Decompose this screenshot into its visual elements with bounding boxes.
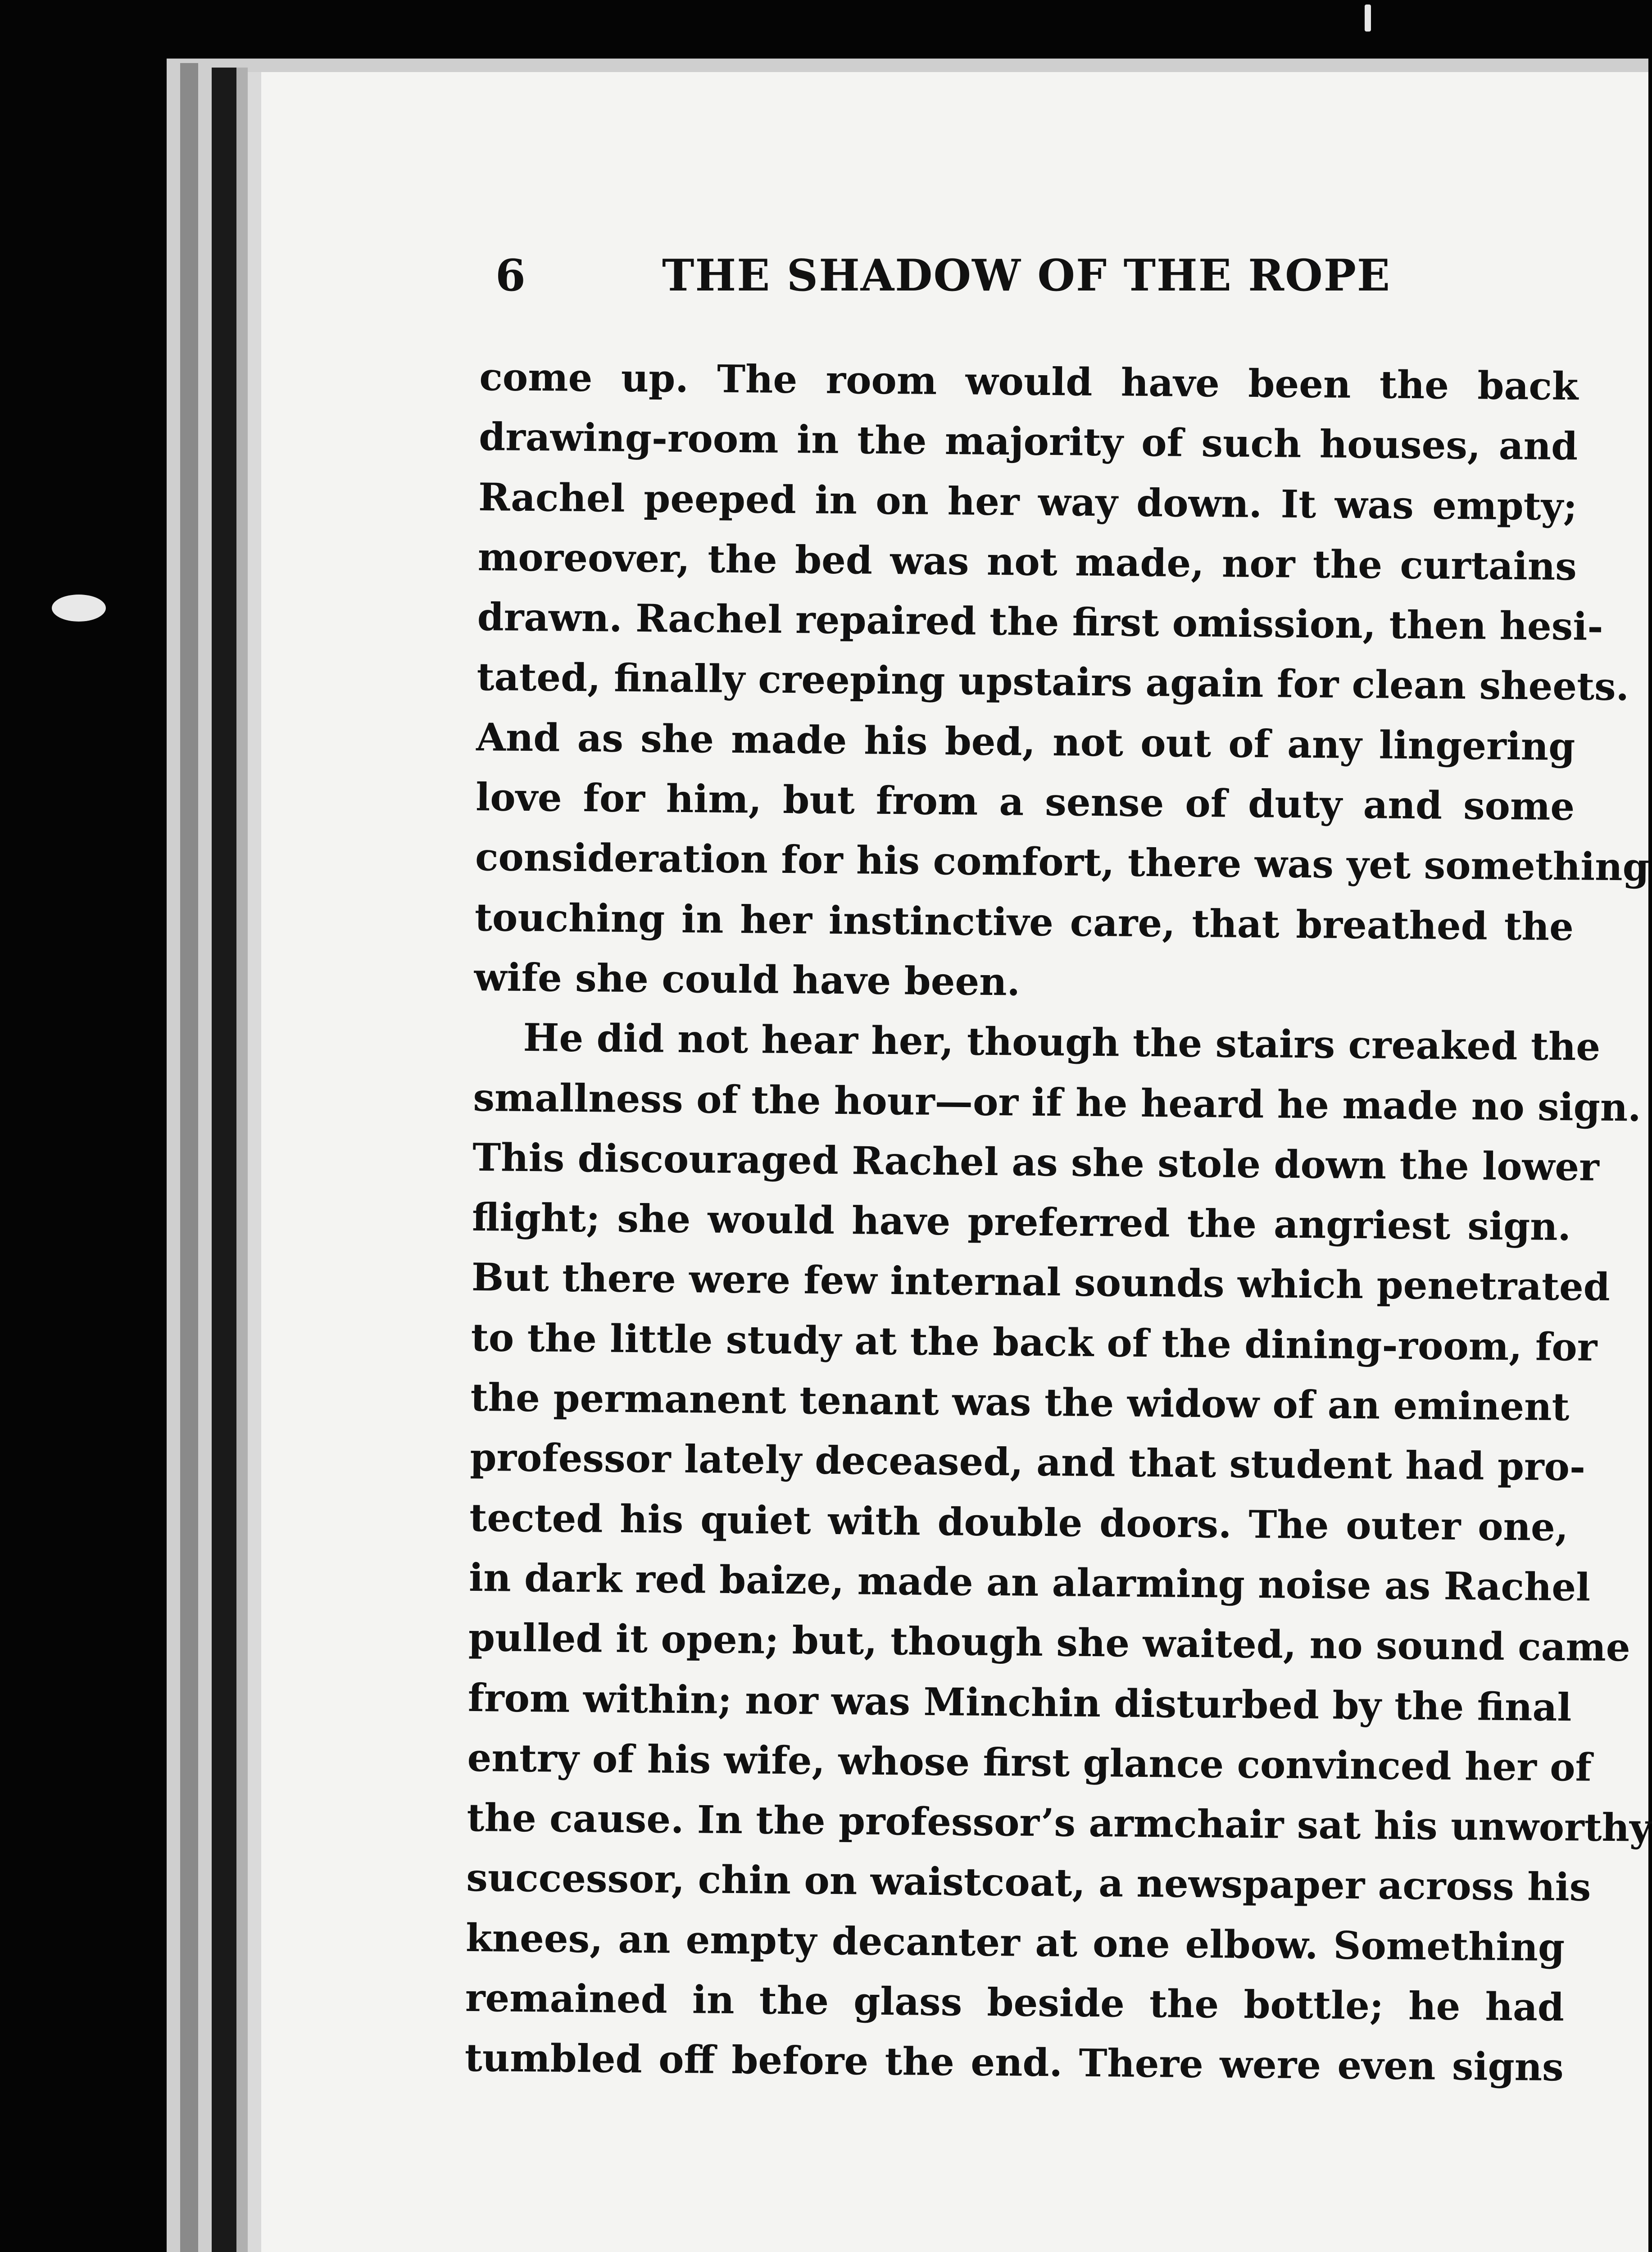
text-line: tated, finally creeping upstairs again for clean sheets.	[477, 654, 1629, 709]
text-line: This discouraged Rachel as she stole down the lower	[472, 1135, 1600, 1190]
page-gutter-shadow	[248, 72, 261, 2252]
binding-edge	[180, 63, 198, 2252]
text-line: tumbled off before the end. There were even signs	[464, 2035, 1564, 2090]
text-line: smallness of the hour—or if he heard he made no sign.	[473, 1075, 1642, 1130]
text-line: touching in her instinctive care, that breathed the	[474, 894, 1574, 949]
text-line: in dark red baize, made an alarming noise as Rachel	[468, 1555, 1591, 1610]
body-text	[464, 347, 1652, 2098]
text-line: moreover, the bed was not made, nor the curtains	[477, 534, 1577, 589]
page-header	[495, 250, 1419, 318]
text-line: to the little study at the back of the dining-room, for	[471, 1315, 1598, 1370]
text-line: from within; nor was Minchin disturbed by the final	[467, 1675, 1572, 1730]
text-line: wife she could have been.	[474, 954, 1021, 1004]
text-line: knees, an empty decanter at one elbow. Something	[465, 1915, 1565, 1970]
binding-shadow	[212, 68, 236, 2252]
text-line: drawing-room in the majority of such houses, and	[478, 414, 1578, 469]
text-line: drawn. Rachel repaired the first omission, then hesi-	[477, 595, 1603, 649]
page-number: 6	[495, 250, 526, 301]
text-line: the permanent tenant was the widow of an eminent	[470, 1375, 1570, 1430]
text-line: tected his quiet with double doors. The outer one,	[469, 1495, 1569, 1549]
text-line: But there were few internal sounds which penetrated	[471, 1255, 1611, 1310]
text-line: He did not hear her, though the stairs creaked the	[523, 1015, 1601, 1070]
text-line: the cause. In the professor’s armchair sat his unworthy	[467, 1795, 1652, 1850]
text-line: pulled it open; but, though she waited, no sound came	[468, 1615, 1631, 1670]
text-line: love for him, but from a sense of duty and some	[475, 775, 1575, 829]
binding-edge-inner	[236, 68, 248, 2252]
text-line: And as she made his bed, not out of any lingering	[476, 714, 1575, 769]
text-line: entry of his wife, whose first glance convinced her of	[467, 1735, 1592, 1790]
running-head: THE SHADOW OF THE ROPE	[662, 250, 1391, 301]
scan-speck	[1365, 5, 1371, 32]
text-line: consideration for his comfort, there was yet something	[475, 835, 1650, 890]
text-line: Rachel peeped in on her way down. It was empty;	[478, 474, 1578, 529]
text-line: remained in the glass beside the bottle; he had	[465, 1975, 1565, 2030]
text-line: flight; she would have preferred the angriest sign.	[472, 1195, 1571, 1249]
text-line: come up. The room would have been the back	[479, 354, 1579, 409]
text-line: successor, chin on waistcoat, a newspaper across his	[466, 1855, 1591, 1910]
text-line: professor lately deceased, and that student had pro-	[470, 1435, 1586, 1489]
scan-speck	[52, 595, 106, 622]
